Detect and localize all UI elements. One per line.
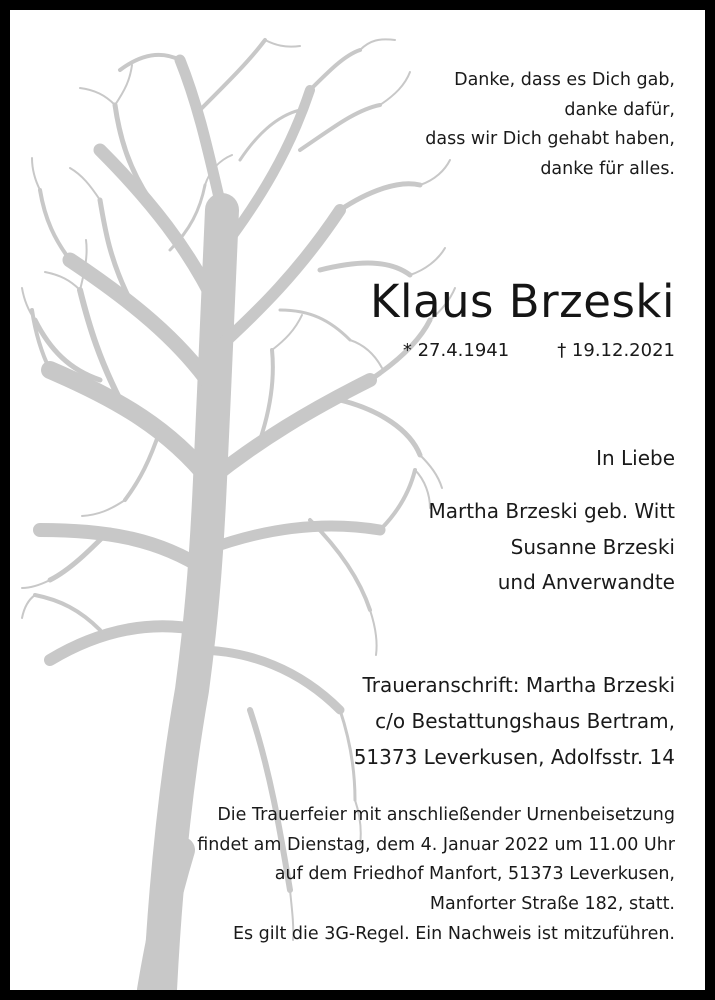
life-dates bbox=[403, 338, 675, 364]
address-line: Traueranschrift: Martha Brzeski bbox=[362, 673, 675, 697]
family-line: Martha Brzeski geb. Witt bbox=[428, 499, 675, 523]
quote-line: danke für alles. bbox=[540, 158, 675, 179]
ceremony-details bbox=[197, 801, 675, 950]
ceremony-line: Die Trauerfeier mit anschließender Urnenbeisetzung bbox=[217, 805, 675, 825]
mourning-address bbox=[354, 667, 675, 775]
quote-line: danke dafür, bbox=[564, 99, 675, 120]
quote-line: Danke, dass es Dich gab, bbox=[454, 70, 675, 90]
closing-phrase: In Liebe bbox=[596, 446, 675, 470]
birth-date: * 27.4.1941 bbox=[402, 340, 510, 361]
death-date: † 19.12.2021 bbox=[557, 340, 675, 361]
family-line: Susanne Brzeski bbox=[510, 534, 675, 559]
address-line: 51373 Leverkusen, Adolfsstr. 14 bbox=[353, 745, 675, 769]
deceased-name: Klaus Brzeski bbox=[369, 275, 675, 328]
ceremony-line: findet am Dienstag, dem 4. Januar 2022 um 11.00 Uhr bbox=[197, 834, 675, 855]
ceremony-line: Manforter Straße 182, statt. bbox=[429, 894, 675, 915]
ceremony-line: Es gilt die 3G-Regel. Ein Nachweis ist mitzuführen. bbox=[232, 923, 675, 944]
family-line: und Anverwandte bbox=[497, 570, 675, 594]
family-signatures bbox=[428, 494, 675, 601]
address-line: c/o Bestattungshaus Bertram, bbox=[375, 709, 675, 733]
ceremony-line: auf dem Friedhof Manfort, 51373 Leverkusen, bbox=[274, 864, 675, 885]
quote-line: dass wir Dich gehabt haben, bbox=[425, 129, 675, 149]
memorial-quote bbox=[425, 66, 675, 184]
